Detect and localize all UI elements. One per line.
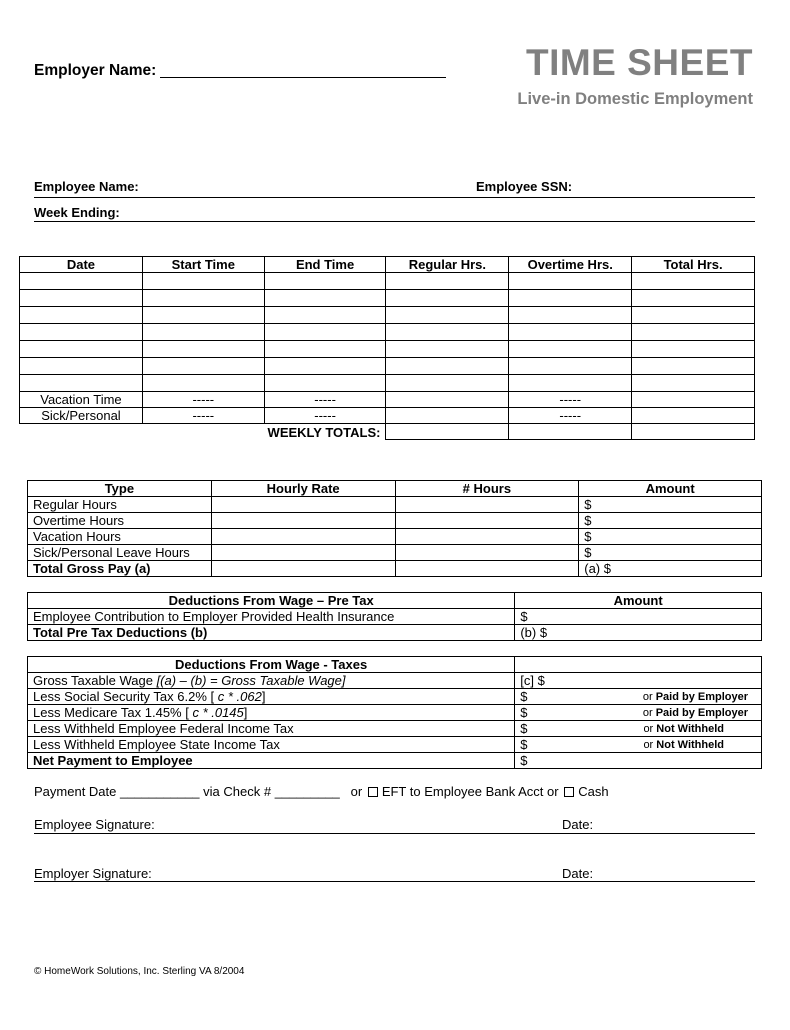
- pay-row-label: Overtime Hours: [28, 513, 212, 529]
- medicare-label: Less Medicare Tax 1.45% [ c * .0145]: [28, 705, 515, 721]
- vacation-row: [20, 392, 755, 408]
- employer-name-field[interactable]: [160, 77, 446, 78]
- eft-label: EFT to Employee Bank Acct or: [381, 784, 559, 799]
- state-tax-amount[interactable]: $ or Not Withheld: [515, 737, 762, 753]
- pretax-table: [27, 592, 762, 641]
- employer-signature-field[interactable]: [34, 881, 755, 882]
- pay-row-label: Vacation Hours: [28, 529, 212, 545]
- pay-amount-cell[interactable]: $: [579, 513, 762, 529]
- col-hourly-rate: Hourly Rate: [211, 481, 395, 497]
- pay-row-label: Regular Hours: [28, 497, 212, 513]
- table-row: [28, 545, 762, 561]
- table-row: [20, 290, 755, 307]
- payment-date-label: Payment Date: [34, 784, 117, 799]
- pretax-total-label: Total Pre Tax Deductions (b): [28, 625, 515, 641]
- table-row: [28, 513, 762, 529]
- col-hours: # Hours: [395, 481, 579, 497]
- vacation-start-dash: -----: [142, 392, 264, 408]
- social-security-amount[interactable]: $ or Paid by Employer: [515, 689, 762, 705]
- health-insurance-amount[interactable]: $: [515, 609, 762, 625]
- sick-total-cell[interactable]: [632, 408, 755, 424]
- table-row: [20, 341, 755, 358]
- page-title: TIME SHEET: [525, 42, 753, 83]
- check-number-field[interactable]: _________: [274, 784, 340, 799]
- col-type: Type: [28, 481, 212, 497]
- gross-taxable-label: Gross Taxable Wage [(a) – (b) = Gross Taxable Wage]: [28, 673, 515, 689]
- table-row: [28, 497, 762, 513]
- col-start-time: Start Time: [142, 257, 264, 273]
- employee-signature-label: Employee Signature:: [34, 817, 155, 832]
- pay-amount-cell[interactable]: $: [579, 545, 762, 561]
- not-withheld-option[interactable]: Not Withheld: [656, 739, 724, 751]
- taxes-table: [27, 656, 762, 769]
- table-row: [28, 673, 762, 689]
- net-payment-amount[interactable]: $: [515, 753, 762, 769]
- health-insurance-label: Employee Contribution to Employer Provided Health Insurance: [28, 609, 515, 625]
- taxes-header: Deductions From Wage - Taxes: [28, 657, 515, 673]
- employee-name-field[interactable]: [34, 197, 755, 198]
- col-total-hrs: Total Hrs.: [632, 257, 755, 273]
- table-row: [20, 358, 755, 375]
- weekly-totals-label: WEEKLY TOTALS:: [267, 424, 381, 440]
- col-amount: Amount: [579, 481, 762, 497]
- sick-start-dash: -----: [142, 408, 264, 424]
- gross-taxable-amount[interactable]: [c] $: [515, 673, 762, 689]
- vacation-label: Vacation Time: [20, 392, 143, 408]
- employee-signature-date-label: Date:: [562, 817, 594, 832]
- employer-name-label: Employer Name:: [34, 62, 157, 79]
- pay-amount-cell[interactable]: $: [579, 529, 762, 545]
- week-ending-label: Week Ending:: [34, 205, 120, 220]
- weekly-grand-total[interactable]: [632, 424, 755, 440]
- sick-regular-cell[interactable]: [386, 408, 509, 424]
- employer-signature-date-label: Date:: [562, 866, 594, 881]
- sick-label: Sick/Personal: [20, 408, 143, 424]
- sick-end-dash: -----: [264, 408, 386, 424]
- table-row: [28, 689, 762, 705]
- total-gross-row: [28, 561, 762, 577]
- footer-copyright: © HomeWork Solutions, Inc. Sterling VA 8/2004: [34, 966, 245, 977]
- pretax-total-row: [28, 625, 762, 641]
- payment-date-field[interactable]: ___________: [120, 784, 200, 799]
- vacation-end-dash: -----: [264, 392, 386, 408]
- table-row: [28, 737, 762, 753]
- paid-by-employer-option[interactable]: Paid by Employer: [655, 707, 748, 719]
- net-payment-label: Net Payment to Employee: [28, 753, 515, 769]
- vacation-overtime-dash: -----: [509, 392, 632, 408]
- col-overtime-hrs: Overtime Hrs.: [509, 257, 632, 273]
- weekly-overtime-total[interactable]: [509, 424, 632, 440]
- total-gross-label: Total Gross Pay (a): [28, 561, 212, 577]
- sick-row: [20, 408, 755, 424]
- paid-by-employer-option[interactable]: Paid by Employer: [655, 691, 748, 703]
- pay-amount-cell[interactable]: $: [579, 497, 762, 513]
- vacation-total-cell[interactable]: [632, 392, 755, 408]
- weekly-totals-row: [20, 424, 755, 440]
- employer-signature-label: Employer Signature:: [34, 866, 152, 881]
- timesheet-table: [19, 256, 755, 440]
- cash-label: Cash: [578, 784, 609, 799]
- table-row: [28, 705, 762, 721]
- eft-checkbox[interactable]: [368, 787, 378, 797]
- table-row: [20, 307, 755, 324]
- or-label: or: [350, 784, 363, 799]
- vacation-regular-cell[interactable]: [386, 392, 509, 408]
- col-end-time: End Time: [264, 257, 386, 273]
- week-ending-field[interactable]: [34, 221, 755, 222]
- pay-header-row: [28, 481, 762, 497]
- sick-overtime-dash: -----: [509, 408, 632, 424]
- pay-table: [27, 480, 762, 577]
- federal-tax-label: Less Withheld Employee Federal Income Tax: [28, 721, 515, 737]
- page-subtitle: Live-in Domestic Employment: [517, 90, 753, 108]
- timesheet-header-row: [20, 257, 755, 273]
- pretax-total-amount[interactable]: (b) $: [515, 625, 762, 641]
- taxes-header-row: [28, 657, 762, 673]
- medicare-amount[interactable]: $ or Paid by Employer: [515, 705, 762, 721]
- employee-name-label: Employee Name:: [34, 179, 139, 194]
- table-row: [28, 721, 762, 737]
- col-date: Date: [20, 257, 143, 273]
- payment-line: [34, 784, 609, 799]
- table-row: [28, 529, 762, 545]
- social-security-label: Less Social Security Tax 6.2% [ c * .062]: [28, 689, 515, 705]
- cash-checkbox[interactable]: [564, 787, 574, 797]
- state-tax-label: Less Withheld Employee State Income Tax: [28, 737, 515, 753]
- pretax-header-row: [28, 593, 762, 609]
- table-row: [20, 375, 755, 392]
- net-payment-row: [28, 753, 762, 769]
- col-regular-hrs: Regular Hrs.: [386, 257, 509, 273]
- federal-tax-amount[interactable]: $ or Not Withheld: [515, 721, 762, 737]
- pretax-header: Deductions From Wage – Pre Tax: [28, 593, 515, 609]
- table-row: [20, 324, 755, 341]
- check-label: via Check #: [203, 784, 272, 799]
- not-withheld-option[interactable]: Not Withheld: [656, 723, 724, 735]
- table-row: [20, 273, 755, 290]
- table-row: [28, 609, 762, 625]
- pretax-amount-header: Amount: [515, 593, 762, 609]
- employee-ssn-label: Employee SSN:: [476, 179, 573, 194]
- employee-signature-field[interactable]: [34, 833, 755, 834]
- pay-row-label: Sick/Personal Leave Hours: [28, 545, 212, 561]
- weekly-regular-total[interactable]: [386, 424, 509, 440]
- total-gross-amount[interactable]: (a) $: [579, 561, 762, 577]
